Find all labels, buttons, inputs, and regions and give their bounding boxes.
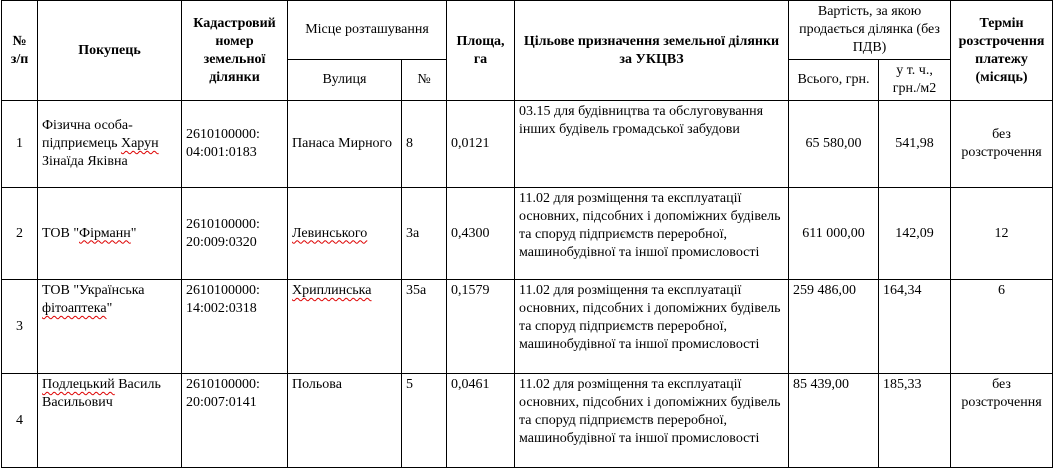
cell-num: 4 bbox=[2, 374, 38, 468]
header-per-m2: у т. ч., грн./м2 bbox=[879, 60, 951, 101]
header-buyer: Покупець bbox=[38, 1, 182, 101]
cell-num: 3 bbox=[2, 280, 38, 374]
cell-buyer: Подлецький Василь Васильович bbox=[38, 374, 182, 468]
table-row bbox=[2, 188, 1053, 280]
header-term: Термін розстрочення платежу (місяць) bbox=[951, 1, 1053, 101]
header-total: Всього, грн. bbox=[789, 60, 879, 101]
cell-purpose: 11.02 для розміщення та експлуатації основних, підсобних і допоміжних будівель та споруд підприємств переробної, машинобудівної та іншої промисловості bbox=[515, 188, 789, 280]
cell-area: 0,0461 bbox=[447, 374, 515, 468]
cell-total: 611 000,00 bbox=[789, 188, 879, 280]
cell-cadastral: 2610100000: 20:009:0320 bbox=[182, 188, 288, 280]
cell-per-m2: 185,33 bbox=[879, 374, 951, 468]
cell-house: 35а bbox=[402, 280, 447, 374]
cell-street: Польова bbox=[288, 374, 402, 468]
table-row bbox=[2, 101, 1053, 188]
header-area: Площа, га bbox=[447, 1, 515, 101]
cell-buyer: ТОВ "Українська фітоаптека" bbox=[38, 280, 182, 374]
land-sale-table bbox=[1, 0, 1053, 468]
cell-house: 8 bbox=[402, 101, 447, 188]
cell-buyer: ТОВ "Фірманн" bbox=[38, 188, 182, 280]
cell-street: Панаса Мирного bbox=[288, 101, 402, 188]
cell-term: без розстрочення bbox=[951, 374, 1053, 468]
cell-per-m2: 164,34 bbox=[879, 280, 951, 374]
cell-purpose: 11.02 для розміщення та експлуатації основних, підсобних і допоміжних будівель та споруд підприємств переробної, машинобудівної та іншої промисловості bbox=[515, 280, 789, 374]
cell-purpose: 11.02 для розміщення та експлуатації основних, підсобних і допоміжних будівель та споруд підприємств переробної, машинобудівної та іншої промисловості bbox=[515, 374, 789, 468]
cell-num: 1 bbox=[2, 101, 38, 188]
table-row bbox=[2, 280, 1053, 374]
cell-num: 2 bbox=[2, 188, 38, 280]
cell-term: 6 bbox=[951, 280, 1053, 374]
cell-total: 65 580,00 bbox=[789, 101, 879, 188]
cell-term: 12 bbox=[951, 188, 1053, 280]
cell-total: 259 486,00 bbox=[789, 280, 879, 374]
cell-term: без розстрочення bbox=[951, 101, 1053, 188]
cell-purpose: 03.15 для будівництва та обслуговування інших будівель громадської забудови bbox=[515, 101, 789, 188]
cell-cadastral: 2610100000: 04:001:0183 bbox=[182, 101, 288, 188]
header-num: № з/п bbox=[2, 1, 38, 101]
cell-street: Левинського bbox=[288, 188, 402, 280]
cell-street: Хриплинська bbox=[288, 280, 402, 374]
cell-per-m2: 541,98 bbox=[879, 101, 951, 188]
cell-cadastral: 2610100000: 20:007:0141 bbox=[182, 374, 288, 468]
header-cadastral: Кадастровий номер земельної ділянки bbox=[182, 1, 288, 101]
cell-area: 0,1579 bbox=[447, 280, 515, 374]
header-house: № bbox=[402, 60, 447, 101]
header-value: Вартість, за якою продається ділянка (без ПДВ) bbox=[789, 1, 951, 60]
cell-house: 5 bbox=[402, 374, 447, 468]
cell-area: 0,4300 bbox=[447, 188, 515, 280]
cell-buyer: Фізична особа-підприємець Харун Зінаїда Яківна bbox=[38, 101, 182, 188]
cell-per-m2: 142,09 bbox=[879, 188, 951, 280]
cell-house: 3а bbox=[402, 188, 447, 280]
header-purpose: Цільове призначення земельної ділянки за УКЦВЗ bbox=[515, 1, 789, 101]
table-row bbox=[2, 374, 1053, 468]
cell-total: 85 439,00 bbox=[789, 374, 879, 468]
cell-cadastral: 2610100000: 14:002:0318 bbox=[182, 280, 288, 374]
cell-area: 0,0121 bbox=[447, 101, 515, 188]
header-street: Вулиця bbox=[288, 60, 402, 101]
header-location: Місце розташування bbox=[288, 1, 447, 60]
